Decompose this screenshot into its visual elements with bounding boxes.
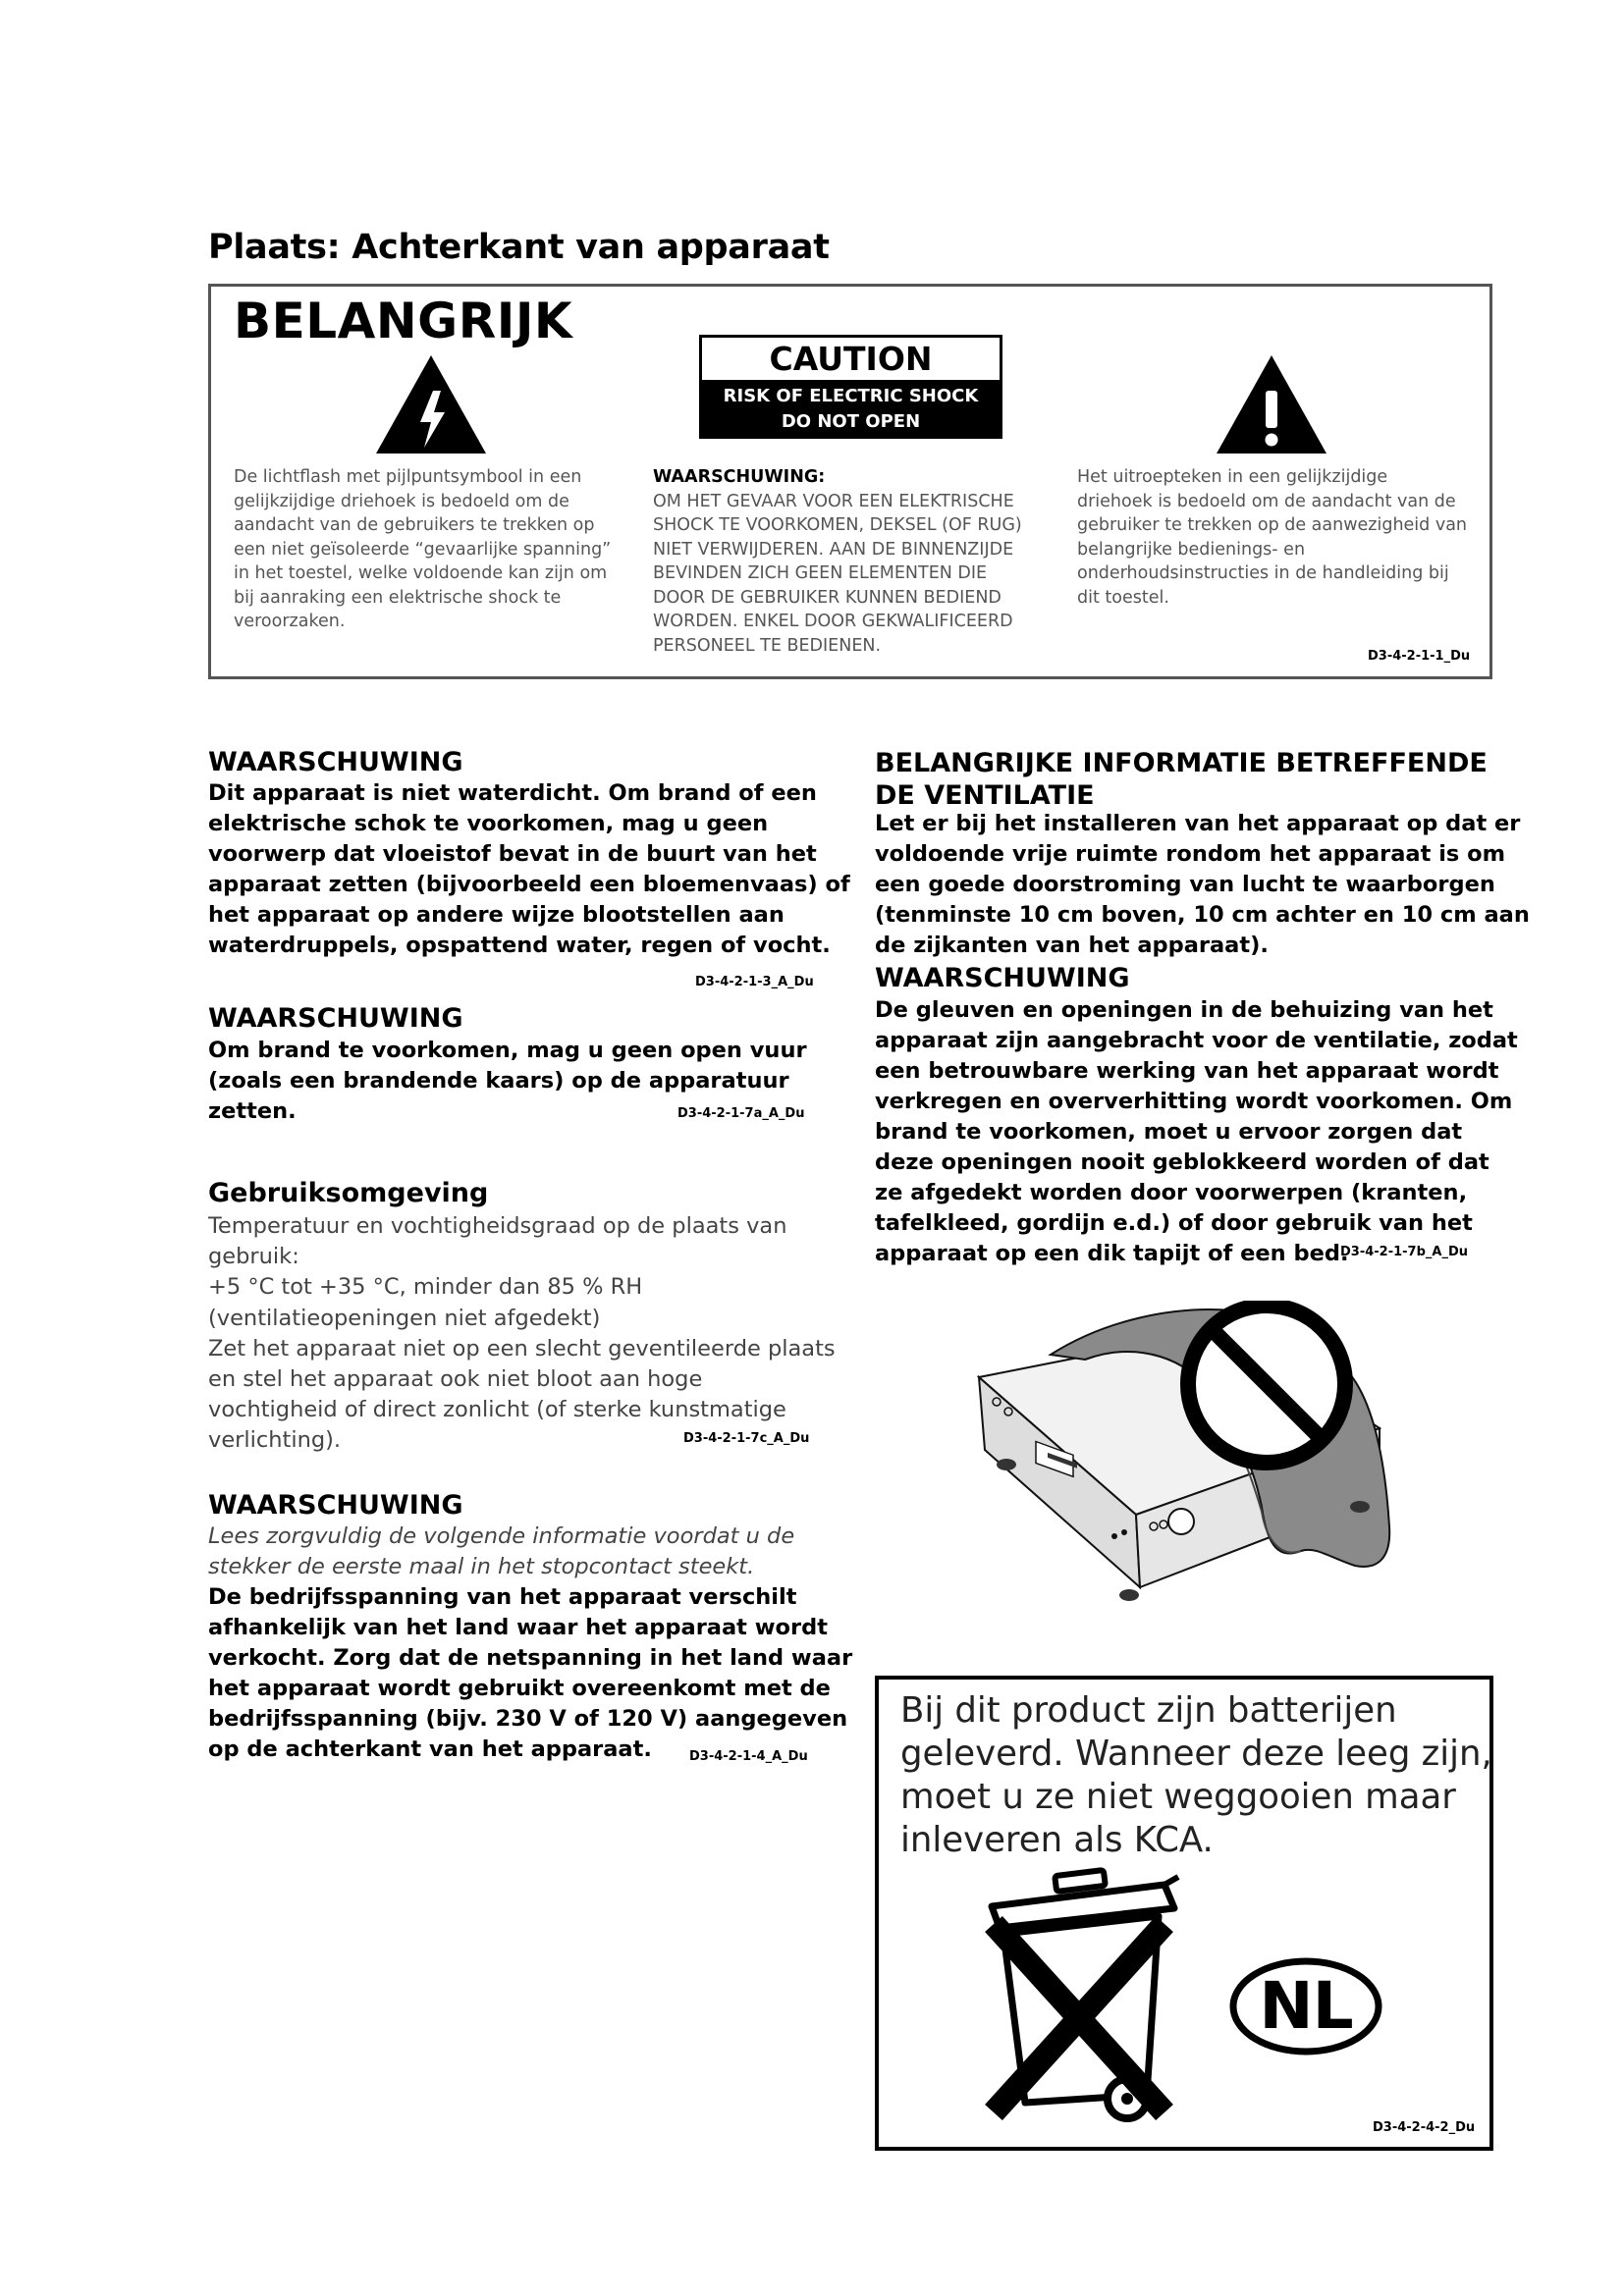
important-heading: BELANGRIJK xyxy=(234,293,573,349)
ventilation-text xyxy=(875,809,1530,961)
caution-subtext xyxy=(702,380,1000,439)
text-line: verkocht. Zorg dat de netspanning in het land waar xyxy=(208,1645,853,1671)
text-line: elektrische schok te voorkomen, mag u geen xyxy=(208,811,769,836)
text-line: gebruik: xyxy=(208,1244,299,1270)
text-line: veroorzaken. xyxy=(234,612,346,631)
text-line: Zet het apparaat niet op een slecht geventileerde plaats xyxy=(208,1335,836,1362)
text-line: BEVINDEN ZICH GEEN ELEMENTEN DIE xyxy=(653,563,988,583)
country-code: NL xyxy=(1259,1968,1353,2044)
caution-subtext-line: DO NOT OPEN xyxy=(781,411,921,432)
warning-heading: WAARSCHUWING xyxy=(875,963,1130,993)
text-line: gelijkzijdige driehoek is bedoeld om de xyxy=(234,491,569,511)
text-line: OM HET GEVAAR VOOR EEN ELEKTRISCHE xyxy=(653,491,1014,511)
crossed-out-bin-icon xyxy=(982,1867,1188,2124)
text-line: PERSONEEL TE BEDIENEN. xyxy=(653,635,882,656)
text-line: (tenminste 10 cm boven, 10 cm achter en 10 cm aan xyxy=(875,902,1530,928)
text-line: SHOCK TE VOORKOMEN, DEKSEL (OF RUG) xyxy=(653,515,1022,535)
text-line: tafelkleed, gordijn e.d.) of door gebruik van het xyxy=(875,1210,1473,1236)
text-line: inleveren als KCA. xyxy=(900,1820,1214,1860)
caution-heading: CAUTION xyxy=(769,340,933,378)
text-line: op de achterkant van het apparaat. xyxy=(208,1736,652,1762)
text-line: bij aanraking een elektrische shock te xyxy=(234,587,562,608)
text-line: WORDEN. ENKEL DOOR GEKWALIFICEERD xyxy=(653,612,1013,631)
text-line: gebruiker te trekken op de aanwezigheid van xyxy=(1077,515,1468,535)
waterproof-warning-text xyxy=(208,778,850,961)
text-line: Temperatuur en vochtigheidsgraad op de plaats van xyxy=(208,1213,787,1239)
text-line: De bedrijfsspanning van het apparaat verschilt xyxy=(208,1584,797,1610)
document-code: D3-4-2-4-2_Du xyxy=(1373,2120,1476,2135)
text-line: moet u ze niet weggooien maar xyxy=(900,1777,1456,1817)
exclamation-symbol-explanation xyxy=(1077,465,1467,610)
text-line: het apparaat wordt gebruikt overeenkomt met de xyxy=(208,1676,831,1701)
environment-text xyxy=(208,1211,836,1457)
text-line: (ventilatieopeningen niet afgedekt) xyxy=(208,1305,601,1331)
text-line: +5 °C tot +35 °C, minder dan 85 % RH xyxy=(208,1274,643,1301)
heading-line: DE VENTILATIE xyxy=(875,780,1095,811)
text-line: (zoals een brandende kaars) op de apparatuur xyxy=(208,1068,789,1094)
text-line: stekker de eerste maal in het stopcontact steekt. xyxy=(208,1554,755,1579)
heading-line: BELANGRIJKE INFORMATIE BETREFFENDE xyxy=(875,748,1488,778)
text-line: Lees zorgvuldig de volgende informatie voordat u de xyxy=(208,1523,795,1549)
text-line: het apparaat op andere wijze blootstellen aan xyxy=(208,902,785,928)
caution-explanation xyxy=(653,465,1022,658)
electric-shock-warning-icon xyxy=(374,353,488,455)
voltage-warning-text xyxy=(208,1582,852,1765)
warning-heading: WAARSCHUWING xyxy=(208,1003,463,1034)
text-line: De gleuven en openingen in de behuizing van het xyxy=(875,997,1493,1023)
text-line: Om brand te voorkomen, mag u geen open vuur xyxy=(208,1038,807,1063)
text-line: een niet geïsoleerde “gevaarlijke spanning” xyxy=(234,539,612,560)
document-code: D3-4-2-1-7a_A_Du xyxy=(677,1106,805,1121)
text-line: apparaat zetten (bijvoorbeeld een bloemenvaas) of xyxy=(208,872,850,897)
text-line: ze afgedekt worden door voorwerpen (kranten, xyxy=(875,1180,1468,1205)
text-line: verlichting). xyxy=(208,1427,342,1454)
text-line: een goede doorstroming van lucht te waarborgen xyxy=(875,872,1495,897)
text-line: geleverd. Wanneer deze leeg zijn, xyxy=(900,1734,1492,1774)
text-line: belangrijke bedienings- en xyxy=(1077,539,1306,560)
text-line: driehoek is bedoeld om de aandacht van de xyxy=(1077,491,1456,511)
text-line: waterdruppels, opspattend water, regen of vocht. xyxy=(208,933,831,958)
text-line: aandacht van de gebruikers te trekken op xyxy=(234,515,595,535)
text-line: bedrijfsspanning (bijv. 230 V of 120 V) aangegeven xyxy=(208,1706,848,1732)
covered-device-illustration xyxy=(967,1301,1399,1615)
page-title: Plaats: Achterkant van apparaat xyxy=(208,228,830,267)
text-line: verkregen en oververhitting wordt voorkomen. Om xyxy=(875,1089,1513,1114)
text-line: Let er bij het installeren van het apparaat op dat er xyxy=(875,811,1521,836)
text-line: een betrouwbare werking van het apparaat wordt xyxy=(875,1058,1499,1084)
battery-disposal-text xyxy=(900,1689,1492,1862)
text-line: zetten. xyxy=(208,1098,297,1124)
text-line: apparaat zijn aangebracht voor de ventilatie, zodat xyxy=(875,1028,1518,1053)
text-line: afhankelijk van het land waar het apparaat wordt xyxy=(208,1615,828,1640)
text-line: voorwerp dat vloeistof bevat in de buurt van het xyxy=(208,841,817,867)
ventilation-heading xyxy=(875,747,1488,812)
plug-in-instruction-text xyxy=(208,1522,794,1582)
text-line: apparaat op een dik tapijt of een bed. xyxy=(875,1241,1349,1266)
warning-heading: WAARSCHUWING xyxy=(208,747,463,777)
warning-heading: WAARSCHUWING xyxy=(208,1490,463,1521)
text-line: en stel het apparaat ook niet bloot aan hoge xyxy=(208,1366,703,1393)
document-code: D3-4-2-1-3_A_Du xyxy=(695,975,814,989)
text-line: brand te voorkomen, moet u ervoor zorgen dat xyxy=(875,1119,1463,1145)
environment-heading: Gebruiksomgeving xyxy=(208,1178,489,1208)
openings-warning-text xyxy=(875,995,1518,1269)
exclamation-warning-icon xyxy=(1215,353,1328,455)
text-line: Bij dit product zijn batterijen xyxy=(900,1690,1397,1731)
document-code: D3-4-2-1-7b_A_Du xyxy=(1340,1245,1469,1259)
text-line: Dit apparaat is niet waterdicht. Om brand of een xyxy=(208,780,817,806)
caution-label xyxy=(699,335,1002,439)
caution-subtext-line: RISK OF ELECTRIC SHOCK xyxy=(723,386,979,406)
document-code: D3-4-2-1-7c_A_Du xyxy=(683,1431,810,1446)
document-code: D3-4-2-1-1_Du xyxy=(1368,649,1471,664)
text-line: in het toestel, welke voldoende kan zijn om xyxy=(234,563,608,583)
text-line: NIET VERWIJDEREN. AAN DE BINNENZIJDE xyxy=(653,539,1014,560)
text-line: de zijkanten van het apparaat). xyxy=(875,933,1269,958)
text-line: DOOR DE GEBRUIKER KUNNEN BEDIEND xyxy=(653,587,1001,608)
text-line: voldoende vrije ruimte rondom het apparaat is om xyxy=(875,841,1506,867)
text-line: Het uitroepteken in een gelijkzijdige xyxy=(1077,467,1388,487)
text-line: vochtigheid of direct zonlicht (of sterke kunstmatige xyxy=(208,1397,786,1423)
document-code: D3-4-2-1-4_A_Du xyxy=(689,1749,808,1764)
text-line: deze openingen nooit geblokkeerd worden of dat xyxy=(875,1149,1489,1175)
lightning-symbol-explanation xyxy=(234,465,611,634)
country-badge xyxy=(1227,1955,1384,2057)
text-line: onderhoudsinstructies in de handleiding bij xyxy=(1077,563,1449,583)
text-line: dit toestel. xyxy=(1077,587,1169,608)
text-line: De lichtflash met pijlpuntsymbool in een xyxy=(234,467,582,487)
caution-explanation-label: WAARSCHUWING: xyxy=(653,467,826,487)
